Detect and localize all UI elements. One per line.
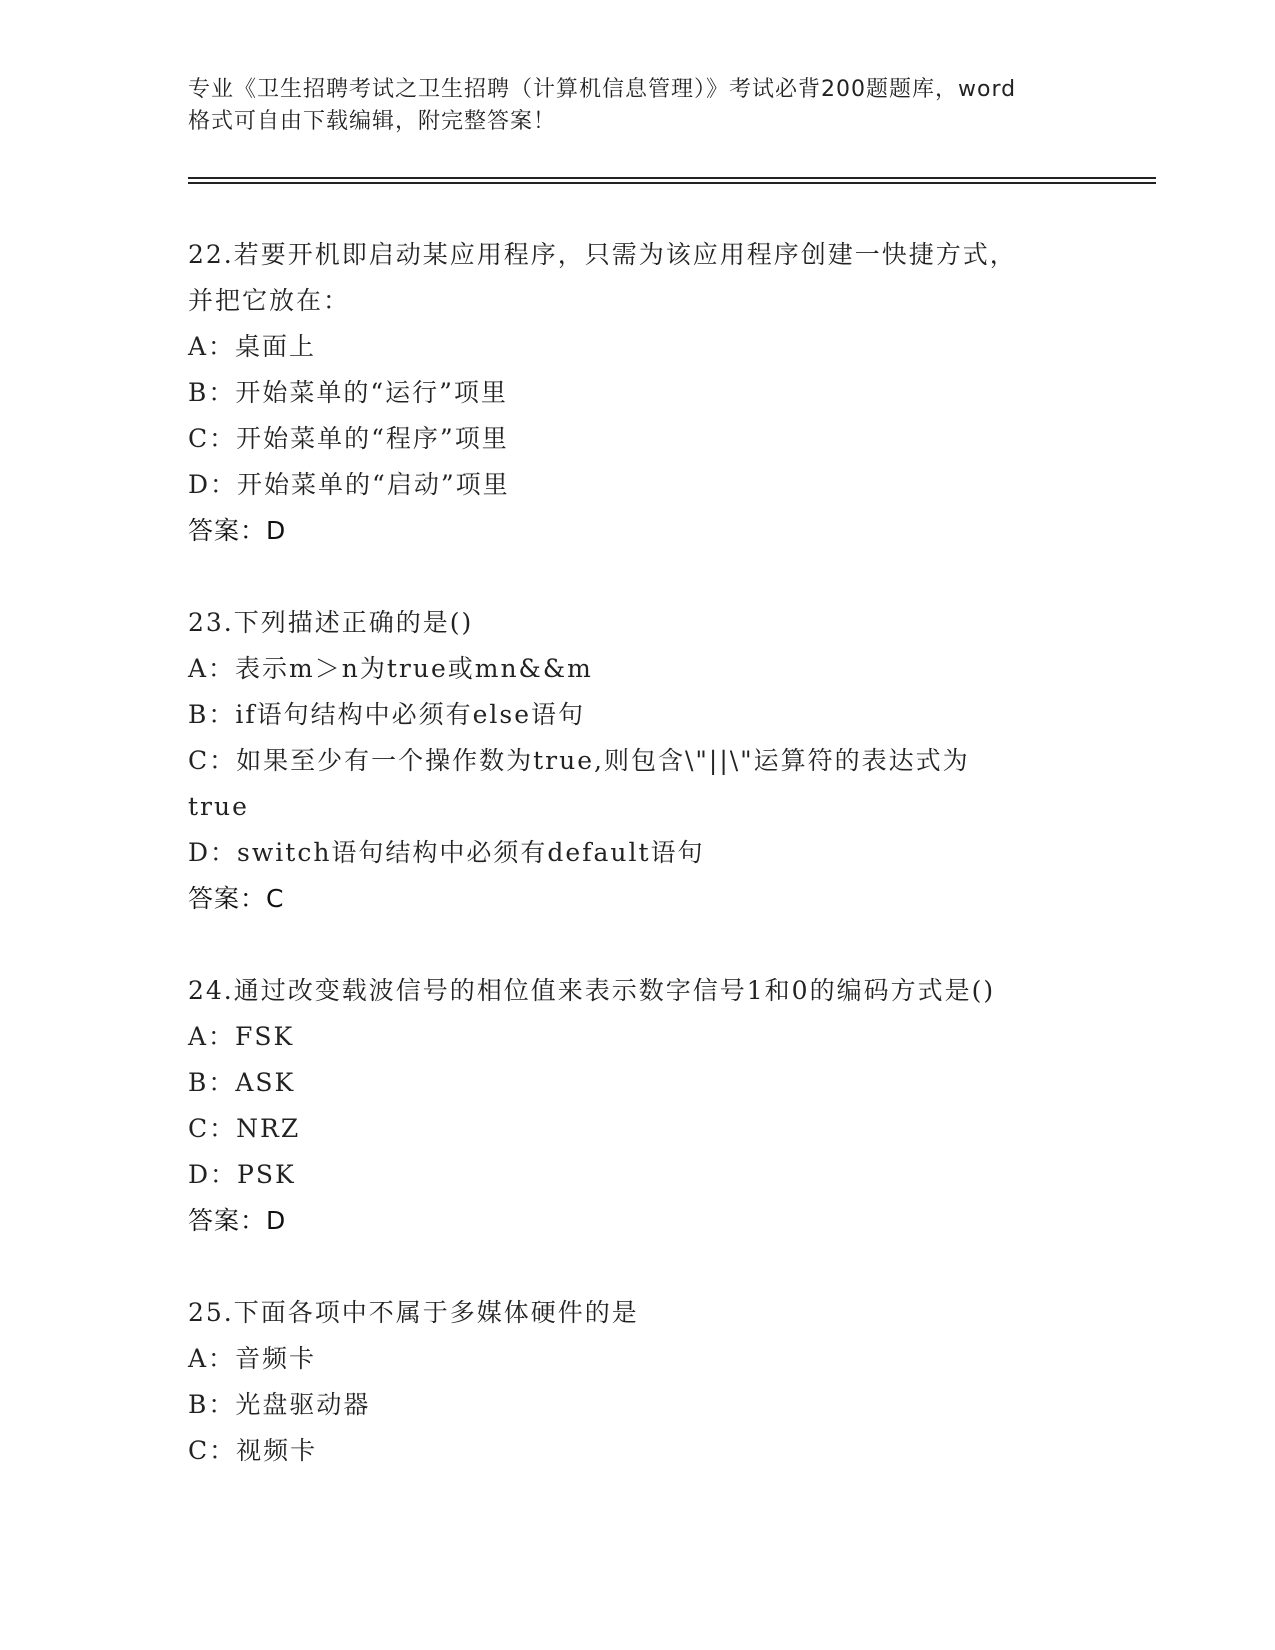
answer-label: 答案：D (188, 1206, 287, 1235)
option-b: B：光盘驱动器 (188, 1390, 371, 1419)
document-header (188, 74, 1088, 138)
option-d: D：switch语句结构中必须有default语句 (188, 838, 705, 867)
option-c: C：视频卡 (188, 1436, 318, 1465)
option-a: A：桌面上 (188, 332, 317, 361)
option-c-continued: true (188, 792, 249, 821)
answer-label: 答案：D (188, 516, 287, 545)
option-d: D：PSK (188, 1160, 296, 1189)
question-text: 22.若要开机即启动某应用程序，只需为该应用程序创建一快捷方式， (188, 240, 1017, 269)
answer-label: 答案：C (188, 884, 285, 913)
option-c: C：如果至少有一个操作数为true,则包含\"||\"运算符的表达式为 (188, 746, 970, 775)
header-line-1: 专业《卫生招聘考试之卫生招聘（计算机信息管理）》考试必背200题题库，word (188, 77, 1017, 102)
question-text-continued: 并把它放在： (188, 286, 351, 315)
question-24 (188, 968, 1088, 1244)
question-text: 23.下列描述正确的是() (188, 608, 474, 637)
option-d: D：开始菜单的“启动”项里 (188, 470, 510, 499)
option-a: A：音频卡 (188, 1344, 317, 1373)
option-b: B：if语句结构中必须有else语句 (188, 700, 586, 729)
option-b: B：ASK (188, 1068, 296, 1097)
header-line-2: 格式可自由下载编辑，附完整答案！ (188, 109, 557, 134)
question-22 (188, 232, 1088, 554)
question-text: 24.通过改变载波信号的相位值来表示数字信号1和0的编码方式是() (188, 976, 996, 1005)
option-b: B：开始菜单的“运行”项里 (188, 378, 508, 407)
header-divider-top (188, 177, 1156, 179)
question-text: 25.下面各项中不属于多媒体硬件的是 (188, 1298, 639, 1327)
option-c: C：NRZ (188, 1114, 301, 1143)
option-a: A：FSK (188, 1022, 295, 1051)
question-25 (188, 1290, 1088, 1474)
question-list (188, 232, 1088, 1520)
option-a: A：表示m＞n为true或mn&&m (188, 654, 593, 683)
header-divider-bottom (188, 182, 1156, 184)
option-c: C：开始菜单的“程序”项里 (188, 424, 509, 453)
question-23 (188, 600, 1088, 922)
